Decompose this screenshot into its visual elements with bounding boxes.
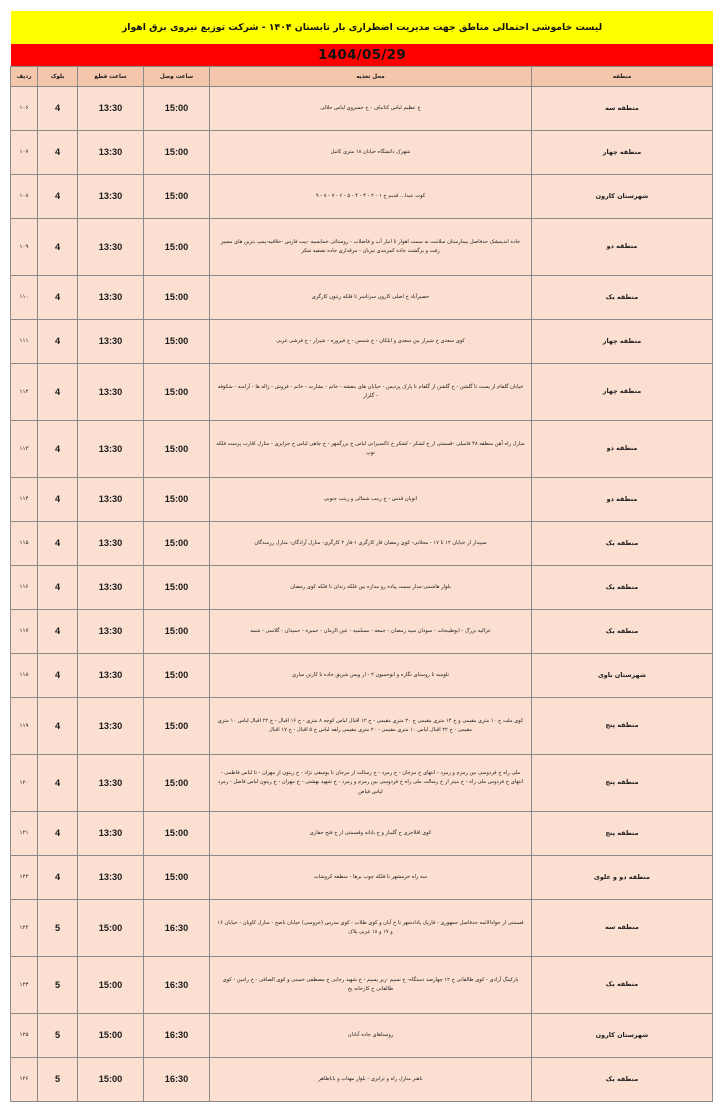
cell-row-num: ۱۱۹	[11, 698, 38, 755]
cell-row-num: ۱۱۰	[11, 276, 38, 320]
cell-block: 4	[38, 219, 78, 276]
cell-zone: منطقه یک	[532, 957, 713, 1014]
cell-off-time: 15:00	[78, 1014, 144, 1058]
table-row[interactable]	[11, 654, 713, 698]
table-row[interactable]	[11, 856, 713, 900]
cell-off-time: 13:30	[78, 87, 144, 131]
cell-block: 4	[38, 175, 78, 219]
cell-off-time: 15:00	[78, 1058, 144, 1102]
cell-zone: شهرستان باوی	[532, 654, 713, 698]
table-row[interactable]	[11, 175, 713, 219]
cell-zone: منطقه پنج	[532, 755, 713, 812]
cell-block: 4	[38, 654, 78, 698]
cell-block: 4	[38, 755, 78, 812]
cell-block: 4	[38, 320, 78, 364]
cell-off-time: 13:30	[78, 219, 144, 276]
cell-on-time: 15:00	[144, 320, 210, 364]
cell-off-time: 13:30	[78, 610, 144, 654]
table-body	[11, 87, 713, 1102]
cell-row-num: ۱۱۴	[11, 478, 38, 522]
cell-block: 4	[38, 698, 78, 755]
table-header	[11, 67, 713, 87]
cell-on-time: 15:00	[144, 522, 210, 566]
cell-block: 4	[38, 87, 78, 131]
cell-row-num: ۱۰۹	[11, 219, 38, 276]
table-row[interactable]	[11, 1014, 713, 1058]
cell-row-num: ۱۲۶	[11, 1058, 38, 1102]
cell-address: اتوبان قدس - خ زینب شمالی و زینب جنوبی	[210, 478, 532, 522]
column-header-address: محل تغذیه	[210, 67, 532, 87]
cell-zone: منطقه دو	[532, 478, 713, 522]
column-header-row: ردیف	[11, 67, 38, 87]
cell-off-time: 13:30	[78, 812, 144, 856]
cell-block: 5	[38, 957, 78, 1014]
cell-zone: منطقه دو و علوی	[532, 856, 713, 900]
cell-block: 5	[38, 1058, 78, 1102]
cell-zone: شهرستان کارون	[532, 1014, 713, 1058]
cell-off-time: 13:30	[78, 131, 144, 175]
cell-off-time: 13:30	[78, 698, 144, 755]
table-row[interactable]	[11, 421, 713, 478]
table-row[interactable]	[11, 364, 713, 421]
cell-on-time: 15:00	[144, 566, 210, 610]
cell-zone: منطقه یک	[532, 566, 713, 610]
cell-address: تلومبه تا روستای نگاره و ابوحمیون ۲ - از ویس شریق جاده تا کارتن سازی	[210, 654, 532, 698]
document-title-band	[11, 11, 713, 44]
cell-block: 4	[38, 812, 78, 856]
schedule-date: 1404/05/29	[318, 47, 407, 63]
cell-block: 5	[38, 1014, 78, 1058]
column-header-off: ساعت قطع	[78, 67, 144, 87]
cell-on-time: 16:30	[144, 900, 210, 957]
table-row[interactable]	[11, 812, 713, 856]
cell-on-time: 15:00	[144, 175, 210, 219]
cell-off-time: 13:30	[78, 755, 144, 812]
cell-address: ملی راه خ فردوسی بین زمزم و زمرد - انتهای خ مرجان - خ زمرد - خ رسالت از مرجان تا یوسفی نژاد - خ زیتون از مهران - تا لباس فاطمی - انتهای خ فردوس ملی راه - خ میتر از خ رسالت ملی راه خ فردوسی بین زمزم و زمرد - خ شهید بهشتی - خ مهران - خ زیتون لباس فاضل - زمرد لباس فیاض	[210, 755, 532, 812]
table-row[interactable]	[11, 219, 713, 276]
cell-on-time: 15:00	[144, 87, 210, 131]
cell-block: 4	[38, 276, 78, 320]
cell-off-time: 13:30	[78, 320, 144, 364]
document-date-band	[11, 44, 713, 66]
table-row[interactable]	[11, 87, 713, 131]
table-row[interactable]	[11, 698, 713, 755]
cell-address: سه راه خرمشهر تا فلکه چوب برها - منطقه کروشات	[210, 856, 532, 900]
cell-address: حصیرآباد خ اصلی کارون سرتاسر تا فلکه زیتون کارگری	[210, 276, 532, 320]
cell-on-time: 15:00	[144, 219, 210, 276]
cell-row-num: ۱۲۵	[11, 1014, 38, 1058]
cell-address: غزالیه بزرگ - ابوطبیحات - سودان سید رمضان - جمعه - مسلمیه - عین الزمان - حمیره - حمیدان - گلاسی - شمه	[210, 610, 532, 654]
cell-address: کوی ملت خ ۱۰ متری مقیمی و خ ۱۴ متری مقیمی خ ۲۰ متری مقیمی - خ ۱۲ اقبال لباس کوچه ۸ متری - خ ۱۶ اقبال - خ ۲۲ اقبال لباس ۱۰ متری مقیمی - خ ۲۲ اقبال لباس ۱۰ متری مقیمی - ۲۰ متری مقیمی زلفه لباس خ ۵ اقبال - خ ۱۷ اقبال	[210, 698, 532, 755]
cell-zone: منطقه یک	[532, 522, 713, 566]
cell-address: کوی افلاجزی خ گلیبار و خ بابانه وقسمتی از خ فتح حفاری	[210, 812, 532, 856]
cell-address: پارکینگ آزادی - کوی طالقانی خ ۱۲ چهارصد دستگاه- خ نسیم -زیر پسیم - خ شهید رجایی خ مصطفی خمینی و کوی الصافی - خ رامین - کوی طالقانی خ کارخانه یخ	[210, 957, 532, 1014]
cell-on-time: 15:00	[144, 478, 210, 522]
cell-on-time: 15:00	[144, 276, 210, 320]
cell-address: منازل راه آهن منطقه ۴۸ فامیلی -قسمتی از خ لشکر - لشکر خ تاکسیرانی لباس خ بزرگمهر - خ چاهی لباس خ جزایری - منازل اقارب پرست فلکه توپ	[210, 421, 532, 478]
cell-zone: منطقه چهار	[532, 320, 713, 364]
cell-address: کوت عبدا... قدیم خ ۱ - ۲ - ۳ - ۴ - ۵ - ۶ - ۷ - ۸ - ۹	[210, 175, 532, 219]
cell-block: 4	[38, 478, 78, 522]
cell-off-time: 13:30	[78, 421, 144, 478]
cell-zone: منطقه یک	[532, 1058, 713, 1102]
cell-row-num: ۱۱۲	[11, 364, 38, 421]
cell-zone: منطقه سه	[532, 87, 713, 131]
cell-on-time: 15:00	[144, 421, 210, 478]
cell-zone: منطقه چهار	[532, 131, 713, 175]
column-header-on: ساعت وصل	[144, 67, 210, 87]
cell-address: شهرک دانشگاه خیابان ۱۸ متری کامل	[210, 131, 532, 175]
cell-row-num: ۱۱۵	[11, 522, 38, 566]
cell-on-time: 15:00	[144, 698, 210, 755]
cell-zone: منطقه یک	[532, 276, 713, 320]
page-title: لیست خاموشی احتمالی مناطق جهت مدیریت اضطراری بار تابستان ۱۴۰۴ - شرکت توزیع نیروی برق اهواز	[121, 22, 603, 33]
cell-address: روستاهای جاده آبادان	[210, 1014, 532, 1058]
table-row[interactable]	[11, 320, 713, 364]
cell-block: 4	[38, 522, 78, 566]
cell-row-num: ۱۰۷	[11, 131, 38, 175]
cell-zone: منطقه پنج	[532, 698, 713, 755]
cell-zone: منطقه دو	[532, 219, 713, 276]
cell-off-time: 13:30	[78, 364, 144, 421]
cell-block: 4	[38, 856, 78, 900]
cell-block: 4	[38, 364, 78, 421]
cell-row-num: ۱۰۶	[11, 87, 38, 131]
cell-on-time: 15:00	[144, 755, 210, 812]
cell-on-time: 15:00	[144, 812, 210, 856]
cell-zone: منطقه چهار	[532, 364, 713, 421]
cell-row-num: ۱۲۴	[11, 957, 38, 1014]
cell-on-time: 15:00	[144, 654, 210, 698]
cell-row-num: ۱۲۳	[11, 900, 38, 957]
cell-address: قسمتی از جوادالائمه حدفاصل جمهوری - فازیک پادادشهر تا خ آبان و کوی طلاب - کوی مدرس (خروسی) خیابان ناصح - منازل کاویان - خیابان ۱۶ و ۱۷ و ۱۸ غربی پلاک	[210, 900, 532, 957]
cell-off-time: 13:30	[78, 175, 144, 219]
cell-off-time: 13:30	[78, 276, 144, 320]
cell-on-time: 16:30	[144, 957, 210, 1014]
cell-block: 4	[38, 566, 78, 610]
cell-address: بلوار هاشمی-مدار سمت پیاده رو مداره بین فلکه زندان تا فلکه کوی رمضان	[210, 566, 532, 610]
cell-off-time: 13:30	[78, 522, 144, 566]
cell-off-time: 15:00	[78, 957, 144, 1014]
outage-table	[10, 66, 713, 1102]
table-row[interactable]	[11, 478, 713, 522]
cell-on-time: 15:00	[144, 610, 210, 654]
cell-address: باهنر منازل راه و ترابری - بلوار مهتاب و باباطاهر	[210, 1058, 532, 1102]
cell-zone: منطقه سه	[532, 900, 713, 957]
table-row[interactable]	[11, 131, 713, 175]
table-row[interactable]	[11, 276, 713, 320]
column-header-block: بلوک	[38, 67, 78, 87]
table-row[interactable]	[11, 610, 713, 654]
cell-on-time: 16:30	[144, 1058, 210, 1102]
cell-on-time: 16:30	[144, 1014, 210, 1058]
column-header-zone: منطقه	[532, 67, 713, 87]
cell-row-num: ۱۲۲	[11, 856, 38, 900]
table-row[interactable]	[11, 957, 713, 1014]
cell-block: 4	[38, 421, 78, 478]
cell-on-time: 15:00	[144, 131, 210, 175]
cell-row-num: ۱۱۷	[11, 610, 38, 654]
cell-address: خ عظیم لباس کتانباف - خ خسروی لباس حلالی	[210, 87, 532, 131]
cell-row-num: ۱۱۶	[11, 566, 38, 610]
cell-zone: منطقه پنج	[532, 812, 713, 856]
cell-block: 4	[38, 610, 78, 654]
cell-off-time: 15:00	[78, 900, 144, 957]
cell-row-num: ۱۰۸	[11, 175, 38, 219]
cell-on-time: 15:00	[144, 364, 210, 421]
cell-zone: منطقه یک	[532, 610, 713, 654]
cell-row-num: ۱۲۰	[11, 755, 38, 812]
cell-address: خیابان گلفام از پست تا گلشن - خ گلشن از گلفام تا پارک پردیس - خیابان های بنفشه - خاتم - بشارت - خاتم - فروش - ژاله ها - آرامنه - شکوفه - گلزار	[210, 364, 532, 421]
table-row[interactable]	[11, 1058, 713, 1102]
cell-off-time: 13:30	[78, 478, 144, 522]
cell-on-time: 15:00	[144, 856, 210, 900]
table-row[interactable]	[11, 566, 713, 610]
table-row[interactable]	[11, 900, 713, 957]
cell-address: سپیدار از خیابان ۱۲ تا ۱۷ - محلاتی- کوی رمضان فاز کارگری ۱-فاز ۲ کارگری- منازل آزادگان- منازل رزمندگان	[210, 522, 532, 566]
cell-block: 5	[38, 900, 78, 957]
cell-row-num: ۱۱۱	[11, 320, 38, 364]
cell-address: کوی سعدی خ شیراز بین سعدی و ایلکان - خ شمس - خ فیروزه - شیراز - خ فرشی غربی	[210, 320, 532, 364]
cell-off-time: 13:30	[78, 856, 144, 900]
cell-row-num: ۱۱۸	[11, 654, 38, 698]
cell-block: 4	[38, 131, 78, 175]
table-row[interactable]	[11, 522, 713, 566]
cell-zone: منطقه دو	[532, 421, 713, 478]
cell-zone: شهرستان کارون	[532, 175, 713, 219]
cell-row-num: ۱۱۳	[11, 421, 38, 478]
cell-off-time: 13:30	[78, 566, 144, 610]
table-header-row	[11, 67, 713, 87]
cell-off-time: 13:30	[78, 654, 144, 698]
outage-schedule-page	[0, 11, 724, 1085]
cell-row-num: ۱۲۱	[11, 812, 38, 856]
cell-address: جاده اندیمشک حدفاصل بیمارستان سلامت به سمت اهواز تا انبار آب و فاضلاب - روستائی خمابسیه -بیت فارس -خلافیه-پمپ بنزین های مسیر رفت و برگشت جاده کمربندی تیربان - مرقداری جاده تصفیه شکر	[210, 219, 532, 276]
table-row[interactable]	[11, 755, 713, 812]
